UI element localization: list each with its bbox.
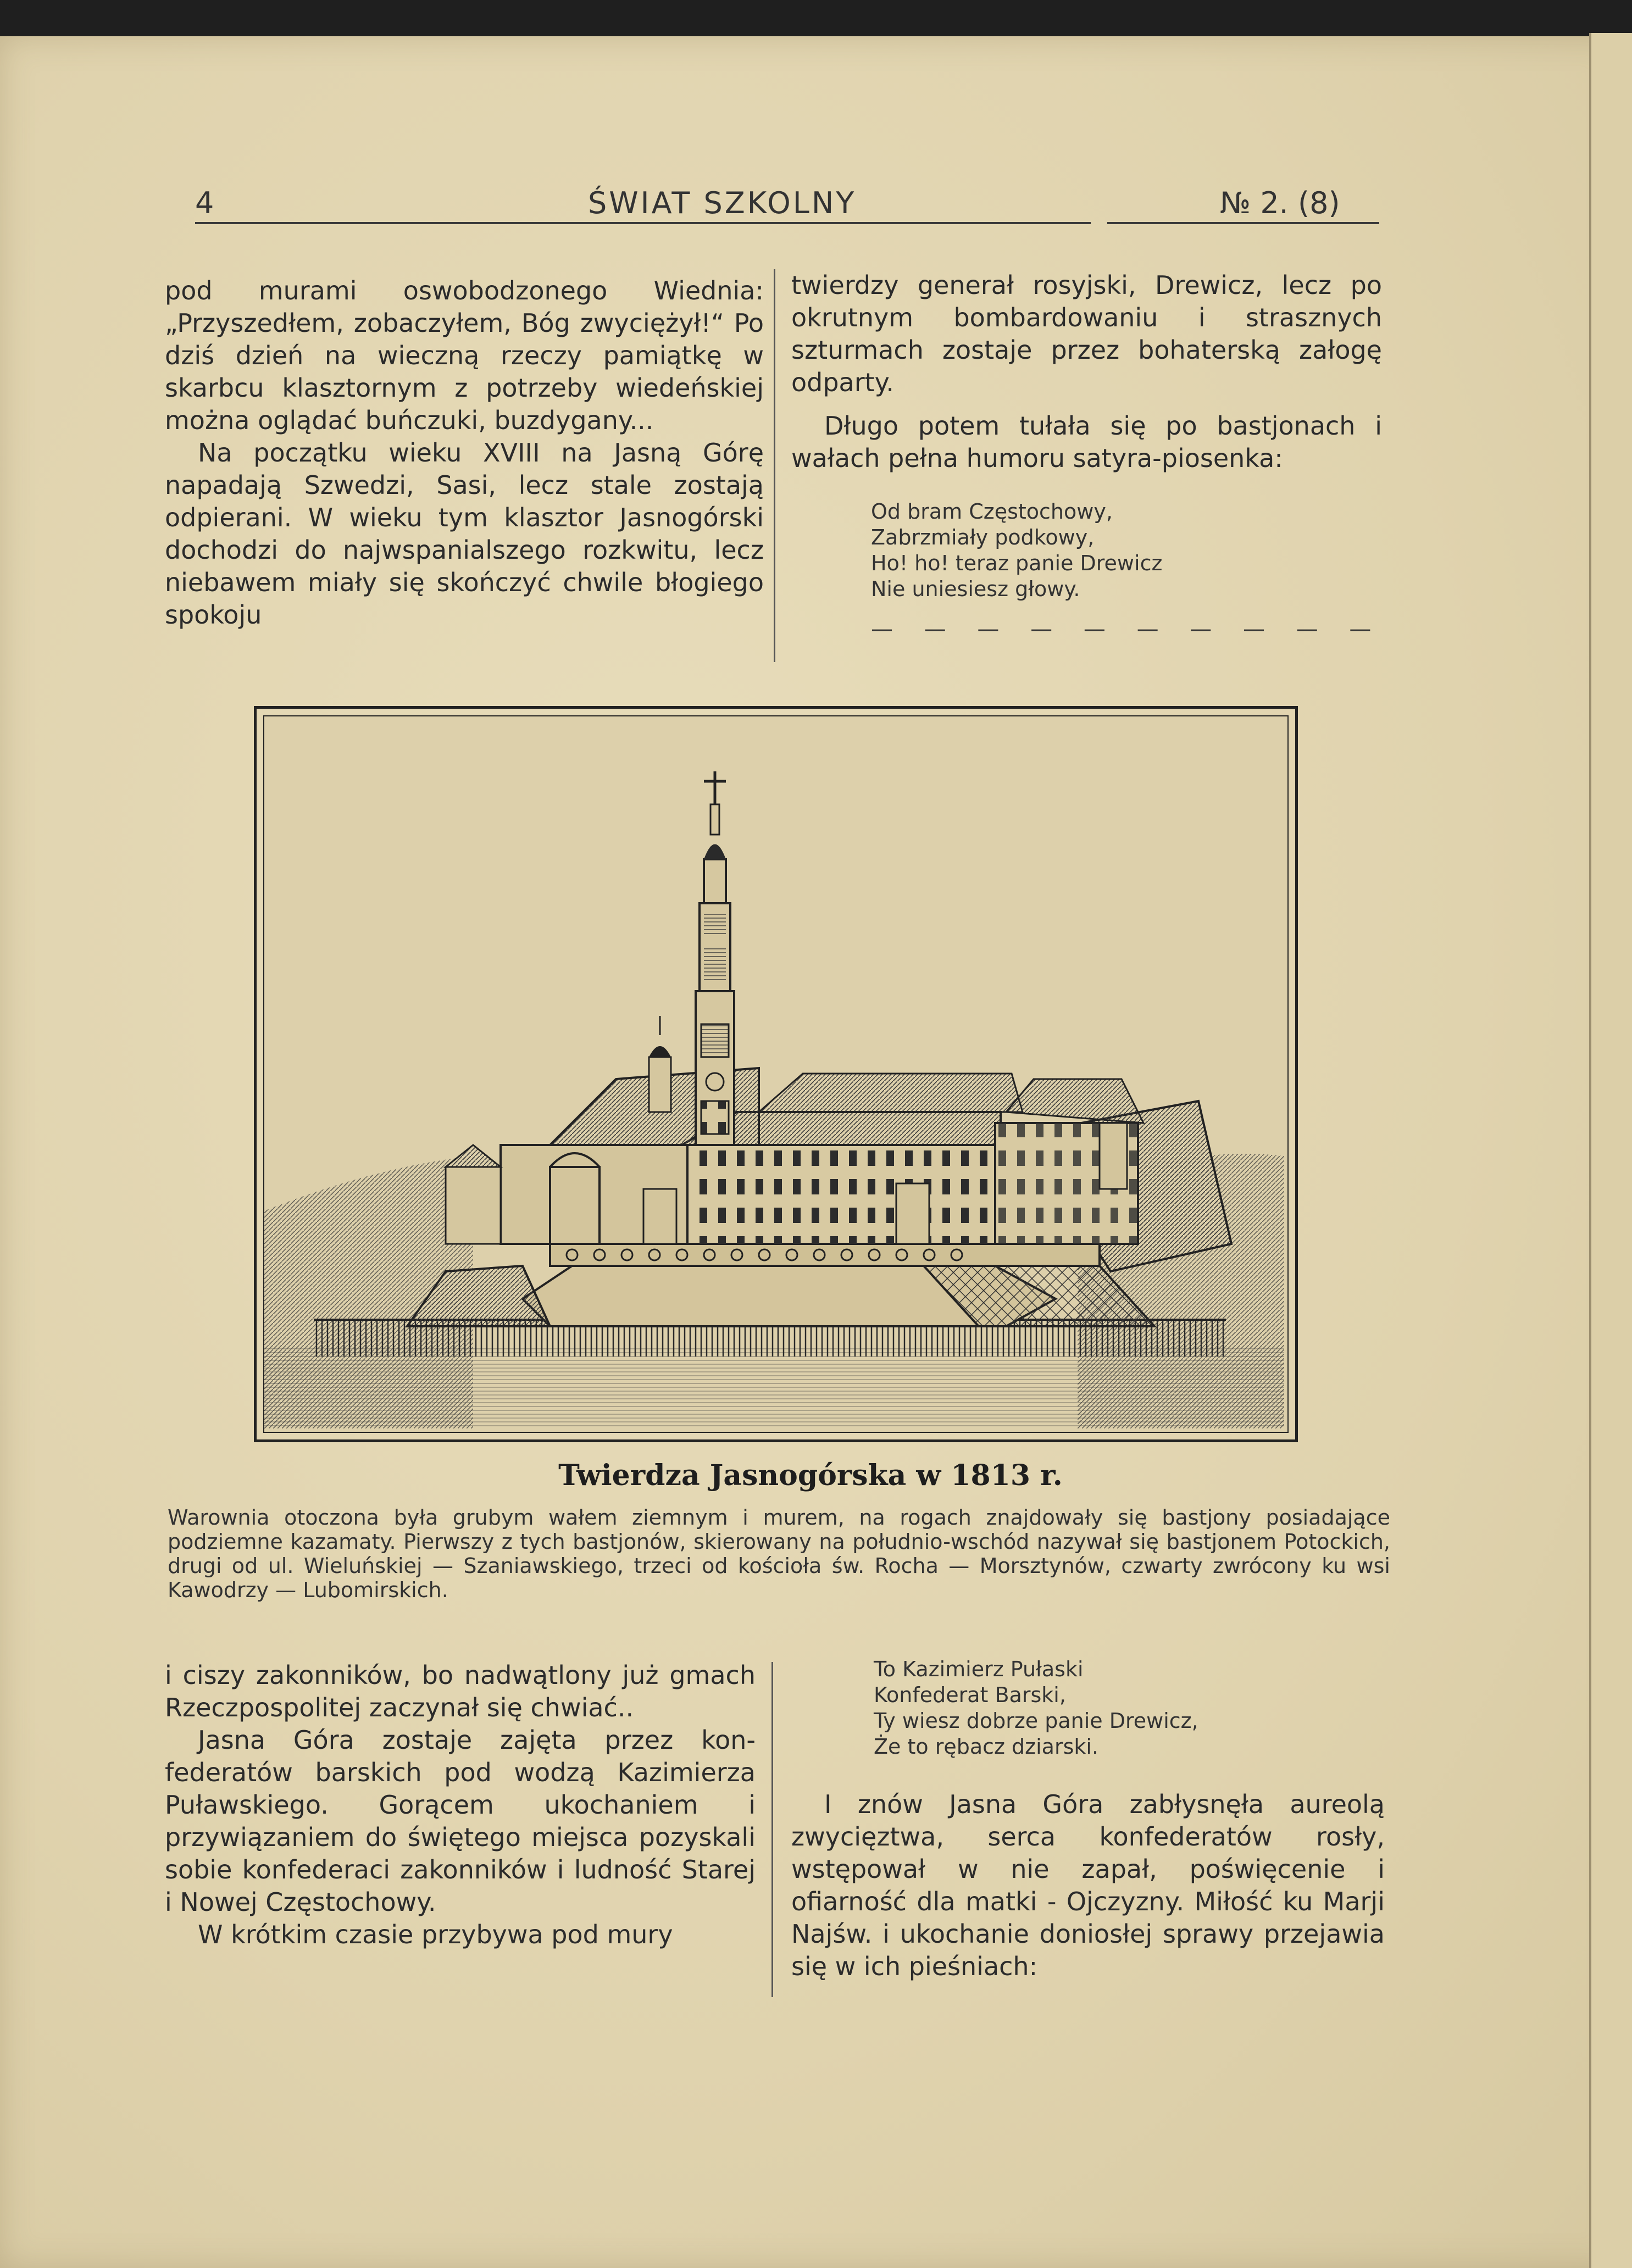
poem-line: Zabrzmiały podkowy, — [871, 525, 1095, 549]
dashed-divider: — — — — — — — — — — — [871, 616, 1384, 642]
page-header — [0, 186, 1632, 230]
column-divider — [774, 269, 775, 662]
caption-paragraph: Warownia otoczona była grubym wałem ziemnym i murem, na rogach znajdowały się bastjony posiadające podziemne kazamaty. Pierwszy z tych bastjonów, skierowany na południo-wschód nazywał się bastjonem Potockich, drugi od ul. Wieluńskiej — Szaniawskiego, trzeci od kościoła św. Rocha — Morsztynów, czwarty zwrócony ku wsi Kawodrzy — Lubomirskich. — [168, 1505, 1390, 1602]
fortress-engraving — [263, 715, 1289, 1433]
header-rule — [195, 222, 1091, 224]
poem-line: Od bram Częstochowy, — [871, 499, 1113, 524]
paragraph: Jasna Góra zostaje zajęta przez konfederatów barskich pod wodzą Kazimierza Puławskiego. Gorącem ukochaniem i przywiązaniem do świętego miejsca pozyskali sobie konfederaci zakonników i ludność Starej i Nowej Częstochowy. — [165, 1725, 756, 1917]
header-rule — [1107, 222, 1379, 224]
paragraph: Długo potem tułała się po bastjonach i wałach pełna humoru satyra-piosenka: — [791, 411, 1382, 473]
engraving-frame — [254, 706, 1298, 1442]
poem-line: To Kazimierz Pułaski — [874, 1657, 1084, 1681]
next-page-edge — [1589, 33, 1632, 2268]
issue-number: № 2. (8) — [1220, 186, 1340, 220]
figure-caption-text — [168, 1505, 1390, 1602]
paragraph: pod murami oswobodzonego Wiednia: „Przyszedłem, zobaczyłem, Bóg zwyciężył!“ Po dziś dzień na wieczną rzeczy pamiątkę w skarbcu klasztornym z potrzeby wiedeńskiej można oglądać buńczuki, buzdygany... — [165, 276, 764, 435]
paragraph: Na początku wieku XVIII na Jasną Górę napadają Szwedzi, Sasi, lecz stale zostają odpierani. W wieku tym klasztor Jasnogórski dochodzi do najwspanialszego rozkwitu, lecz niebawem miały się skończyć chwile błogiego spokoju — [165, 438, 764, 630]
top-right-column — [791, 269, 1382, 475]
bottom-right-column — [791, 1788, 1385, 1983]
page-number: 4 — [195, 186, 214, 220]
paragraph: i ciszy zakonników, bo nadwątlony już gmach Rzeczpospolitej zaczynał się chwiać.. — [165, 1660, 756, 1722]
top-left-column — [165, 275, 764, 631]
fortress-illustration — [264, 716, 1284, 1428]
poem-line: Ho! ho! teraz panie Drewicz — [871, 551, 1163, 575]
bottom-left-column — [165, 1659, 756, 1951]
poem-stanza — [871, 499, 1162, 602]
poem-line: Że to rębacz dziarski. — [874, 1735, 1099, 1759]
poem-stanza — [874, 1656, 1198, 1760]
poem-line: Konfederat Barski, — [874, 1683, 1066, 1707]
column-divider — [771, 1662, 773, 1997]
paragraph: W krótkim czasie przybywa pod mury — [198, 1920, 673, 1949]
figure-caption-title: Twierdza Jasnogórska w 1813 r. — [558, 1459, 1063, 1492]
poem-line: Nie uniesiesz głowy. — [871, 577, 1080, 601]
paragraph: I znów Jasna Góra zabłysnęła aureolą zwycięztwa, serca konfederatów rosły, wstępował w nie zapał, poświęcenie i ofiarność dla matki - Ojczyzny. Miłość ku Marji Najśw. i ukochanie doniosłej sprawy przejawia się w ich pieśniach: — [791, 1789, 1385, 1981]
poem-line: Ty wiesz dobrze panie Drewicz, — [874, 1709, 1198, 1733]
paragraph: twierdzy generał rosyjski, Drewicz, lecz po okrutnym bombardowaniu i strasznych szturmach zostaje przez bohaterską załogę odparty. — [791, 270, 1382, 397]
periodical-title: ŚWIAT SZKOLNY — [588, 186, 857, 220]
